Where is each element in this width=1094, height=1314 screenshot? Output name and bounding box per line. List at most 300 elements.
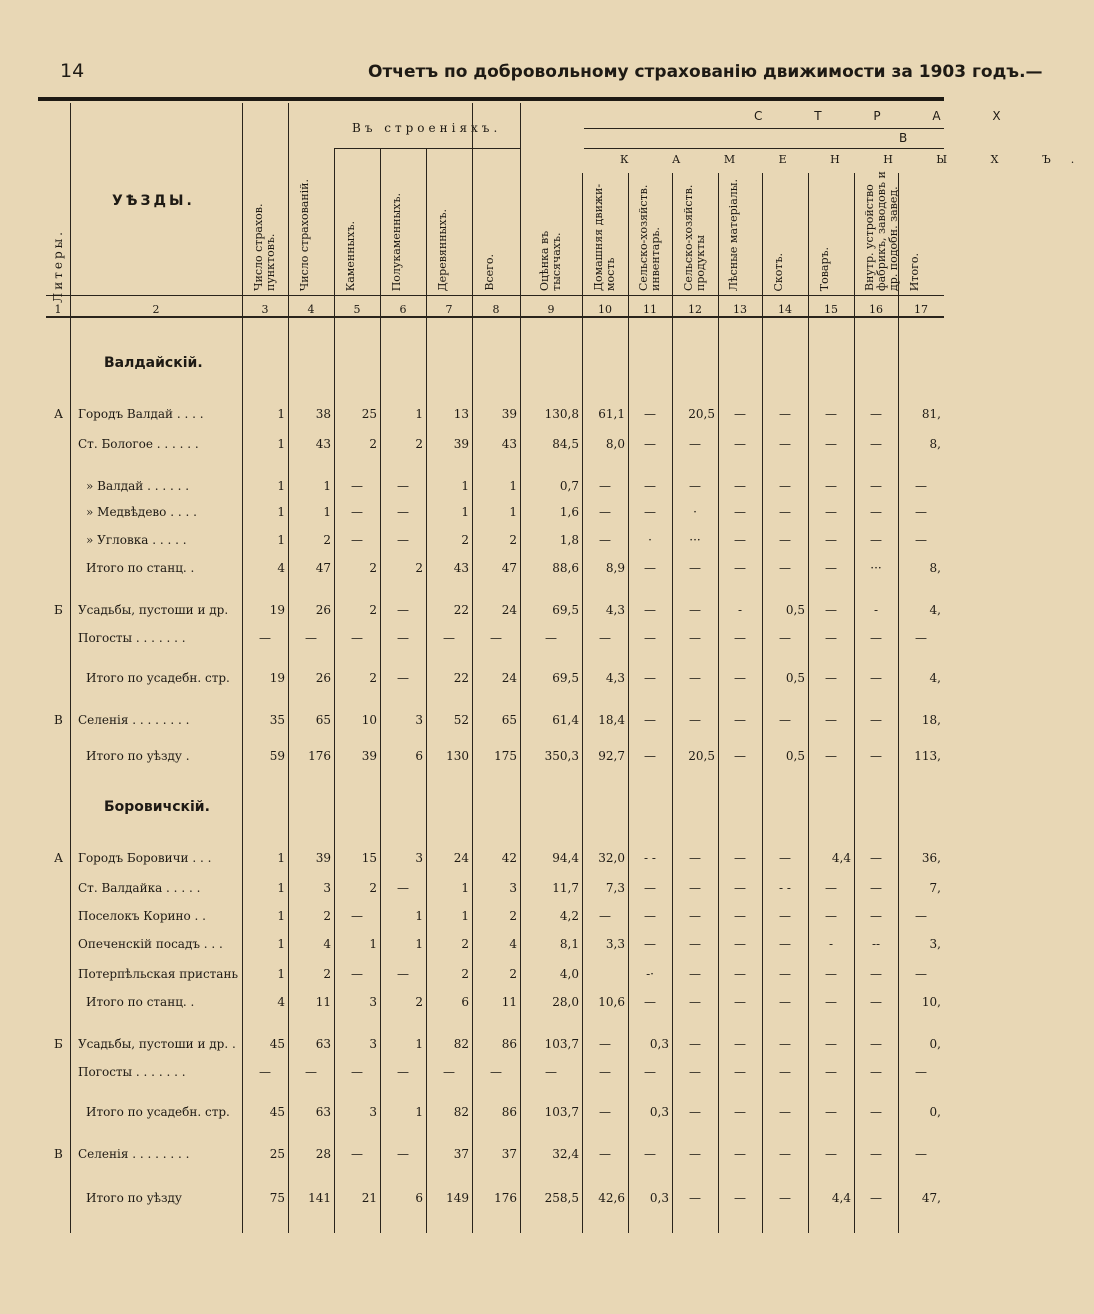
header-col10: Домашняя движи-мость — [592, 183, 617, 291]
row-value: — — [915, 479, 927, 493]
row-value: 2 — [461, 967, 469, 981]
row-value: 63 — [315, 1037, 331, 1051]
row-value: — — [397, 631, 409, 645]
row-value: — — [870, 851, 882, 865]
row-value: 3 — [369, 995, 377, 1009]
row-value: 10,6 — [598, 995, 625, 1009]
row-value: 38 — [315, 407, 331, 421]
row-value: 39 — [453, 437, 469, 451]
row-value: — — [734, 881, 746, 895]
header-col9: Оцѣнка въ тысячахъ. — [538, 230, 563, 291]
column-divider — [242, 103, 243, 1233]
row-value: 28 — [315, 1147, 331, 1161]
row-value: 2 — [369, 881, 377, 895]
row-value: 1 — [415, 909, 423, 923]
row-value: 59 — [269, 749, 285, 763]
row-value: — — [779, 479, 791, 493]
row-literal: А — [54, 851, 64, 865]
row-value: — — [490, 1065, 502, 1079]
header-buildings-group: Въ строеніяхъ. — [352, 121, 502, 135]
row-value: 350,3 — [544, 749, 579, 763]
row-value: 1 — [415, 407, 423, 421]
row-value: — — [599, 533, 611, 547]
table-row — [46, 505, 944, 523]
table-row — [46, 561, 944, 579]
row-value: 1 — [323, 505, 331, 519]
row-value: — — [689, 1191, 701, 1205]
row-value: 1,8 — [559, 533, 579, 547]
row-value: 2 — [369, 603, 377, 617]
row-value: 2 — [415, 995, 423, 1009]
row-value: 4 — [277, 561, 285, 575]
header-col8: Всего. — [483, 254, 496, 291]
row-value: 6 — [415, 1191, 423, 1205]
row-label: Итого по уѣзду . — [86, 749, 190, 763]
row-value: 63 — [315, 1105, 331, 1119]
row-value: — — [779, 561, 791, 575]
row-value: 4,3 — [605, 603, 625, 617]
row-value: — — [870, 407, 882, 421]
row-value: — — [870, 671, 882, 685]
row-value: 1 — [415, 937, 423, 951]
row-value: — — [599, 505, 611, 519]
row-value: — — [734, 749, 746, 763]
row-label: Опеченскій посадъ . . . — [78, 937, 223, 951]
row-value: — — [689, 1105, 701, 1119]
row-value: 1 — [277, 881, 285, 895]
row-value: — — [870, 1037, 882, 1051]
row-value: — — [779, 995, 791, 1009]
table-row — [46, 909, 944, 927]
row-literal: В — [54, 713, 63, 727]
row-value: — — [734, 407, 746, 421]
row-value: — — [599, 1147, 611, 1161]
table-row — [46, 603, 944, 621]
row-value: 1 — [277, 533, 285, 547]
row-value: 0, — [929, 1105, 941, 1119]
column-number: 1 — [54, 303, 62, 316]
row-value: — — [915, 505, 927, 519]
row-value: 113, — [914, 749, 941, 763]
row-value: 2 — [415, 561, 423, 575]
row-value: 2 — [509, 909, 517, 923]
row-value: 92,7 — [598, 749, 625, 763]
row-value: 19 — [269, 603, 285, 617]
row-value: — — [734, 995, 746, 1009]
column-number: 12 — [688, 303, 702, 316]
row-value: 47, — [921, 1191, 941, 1205]
row-value: — — [397, 479, 409, 493]
row-value: 19 — [269, 671, 285, 685]
row-value: — — [644, 631, 656, 645]
table-row — [46, 851, 944, 869]
buildings-group-rule — [334, 148, 520, 149]
row-value: 4 — [323, 937, 331, 951]
column-number: 5 — [353, 303, 361, 316]
row-literal: А — [54, 407, 64, 421]
row-value: 94,4 — [552, 851, 579, 865]
row-value: — — [870, 995, 882, 1009]
row-value: 4, — [929, 603, 941, 617]
row-value: — — [644, 881, 656, 895]
row-value: 1 — [277, 407, 285, 421]
row-value: 24 — [453, 851, 469, 865]
row-value: — — [397, 967, 409, 981]
row-value: — — [397, 1147, 409, 1161]
row-value: — — [689, 1037, 701, 1051]
colnum-bottom-rule — [46, 316, 944, 318]
column-number: 6 — [399, 303, 407, 316]
row-value: 2 — [415, 437, 423, 451]
row-value: — — [644, 937, 656, 951]
row-value: 1 — [277, 909, 285, 923]
row-value: 18,4 — [598, 713, 625, 727]
row-value: 7, — [929, 881, 941, 895]
row-value: 65 — [501, 713, 517, 727]
row-value: ··· — [870, 561, 882, 575]
row-value: 0,5 — [785, 671, 805, 685]
row-value: 0, — [929, 1037, 941, 1051]
row-label: Поселокъ Корино . . — [78, 909, 206, 923]
row-value: — — [644, 561, 656, 575]
row-value: 86 — [501, 1037, 517, 1051]
column-number: 9 — [547, 303, 555, 316]
row-value: 6 — [461, 995, 469, 1009]
row-value: 8,1 — [559, 937, 579, 951]
row-value: 82 — [453, 1105, 469, 1119]
row-value: — — [779, 631, 791, 645]
column-number: 11 — [643, 303, 657, 316]
row-value: — — [870, 533, 882, 547]
row-value: 10, — [921, 995, 941, 1009]
row-value: 3 — [369, 1037, 377, 1051]
row-value: — — [397, 603, 409, 617]
row-value: 4 — [277, 995, 285, 1009]
header-districts: УѢЗДЫ. — [112, 193, 195, 209]
row-value: — — [870, 1147, 882, 1161]
row-value: — — [689, 1065, 701, 1079]
row-value: — — [825, 1147, 837, 1161]
row-value: 39 — [361, 749, 377, 763]
row-value: — — [825, 1065, 837, 1079]
row-value: — — [351, 533, 363, 547]
row-value: 26 — [315, 671, 331, 685]
row-value: — — [351, 967, 363, 981]
row-label: Городъ Боровичи . . . — [78, 851, 212, 865]
row-value: — — [734, 631, 746, 645]
row-value: — — [779, 1147, 791, 1161]
row-value: — — [825, 995, 837, 1009]
row-value: — — [689, 713, 701, 727]
row-value: 25 — [269, 1147, 285, 1161]
row-value: 3 — [323, 881, 331, 895]
row-value: — — [599, 631, 611, 645]
column-number: 16 — [869, 303, 883, 316]
row-value: 4,4 — [831, 851, 851, 865]
row-value: 43 — [453, 561, 469, 575]
row-value: -· — [646, 967, 654, 981]
row-value: 175 — [494, 749, 517, 763]
row-value: 88,6 — [552, 561, 579, 575]
row-value: — — [734, 1191, 746, 1205]
header-strah-group: С Т Р А Х — [754, 109, 1025, 123]
row-value: 1 — [277, 505, 285, 519]
row-value: — — [599, 1065, 611, 1079]
row-label: Селенія . . . . . . . . — [78, 713, 190, 727]
row-value: — — [305, 1065, 317, 1079]
header-col5: Каменныхъ. — [344, 220, 357, 291]
row-value: — — [689, 1147, 701, 1161]
row-value: — — [870, 505, 882, 519]
row-value: — — [734, 533, 746, 547]
row-value: 20,5 — [688, 749, 715, 763]
row-value: 1 — [509, 479, 517, 493]
row-literal: В — [54, 1147, 63, 1161]
table-row — [46, 631, 944, 649]
row-value: — — [689, 561, 701, 575]
table-row — [46, 1037, 944, 1055]
row-label: Усадьбы, пустоши и др. — [78, 603, 229, 617]
header-col16: Внутр. устройство фабрикъ, заводовъ и др. подобн. завед. — [863, 171, 900, 291]
row-label: » Медвѣдево . . . . — [86, 505, 197, 519]
row-value: — — [351, 1147, 363, 1161]
row-value: — — [644, 671, 656, 685]
row-value: — — [644, 479, 656, 493]
row-value: 8,0 — [605, 437, 625, 451]
row-value: 25 — [361, 407, 377, 421]
header-col15: Товаръ. — [818, 246, 831, 291]
row-label: Итого по усадебн. стр. — [86, 1105, 230, 1119]
row-value: — — [599, 1105, 611, 1119]
row-value: — — [734, 851, 746, 865]
row-value: — — [779, 1037, 791, 1051]
row-value: 2 — [461, 937, 469, 951]
row-value: — — [779, 533, 791, 547]
row-value: 1 — [461, 479, 469, 493]
row-value: — — [599, 909, 611, 923]
row-value: — — [397, 1065, 409, 1079]
row-value: 4, — [929, 671, 941, 685]
header-col7: Деревянныхъ. — [436, 208, 449, 291]
row-value: 0,3 — [649, 1191, 669, 1205]
row-value: 8,9 — [605, 561, 625, 575]
table-row — [46, 1065, 944, 1083]
row-value: — — [825, 505, 837, 519]
row-value: — — [490, 631, 502, 645]
row-value: — — [825, 1105, 837, 1119]
row-value: — — [734, 561, 746, 575]
row-value: — — [779, 967, 791, 981]
row-value: — — [825, 603, 837, 617]
row-value: 43 — [501, 437, 517, 451]
row-value: — — [915, 533, 927, 547]
row-value: 81, — [921, 407, 941, 421]
row-value: — — [599, 479, 611, 493]
row-value: 258,5 — [544, 1191, 579, 1205]
column-number: 7 — [445, 303, 453, 316]
row-value: 10 — [361, 713, 377, 727]
row-label: Итого по станц. . — [86, 995, 195, 1009]
row-value: 11,7 — [552, 881, 579, 895]
row-value: — — [734, 937, 746, 951]
row-value: 84,5 — [552, 437, 579, 451]
row-value: — — [915, 1147, 927, 1161]
row-value: 8, — [929, 437, 941, 451]
table-row — [46, 407, 944, 425]
row-value: — — [779, 437, 791, 451]
row-value: — — [870, 1065, 882, 1079]
row-value: — — [870, 967, 882, 981]
row-value: 86 — [501, 1105, 517, 1119]
row-value: — — [443, 1065, 455, 1079]
row-value: 3, — [929, 937, 941, 951]
row-value: 2 — [323, 967, 331, 981]
row-value: — — [689, 967, 701, 981]
row-value: — — [305, 631, 317, 645]
column-divider — [288, 103, 289, 1233]
row-value: — — [779, 909, 791, 923]
row-value: — — [734, 1147, 746, 1161]
row-value: — — [734, 967, 746, 981]
table-row — [46, 437, 944, 455]
column-number: 3 — [261, 303, 269, 316]
row-value: 82 — [453, 1037, 469, 1051]
row-value: — — [870, 909, 882, 923]
table-row — [46, 533, 944, 551]
row-value: 6 — [415, 749, 423, 763]
column-number: 8 — [492, 303, 500, 316]
row-value: 4,0 — [559, 967, 579, 981]
row-value: 24 — [501, 603, 517, 617]
row-value: 21 — [361, 1191, 377, 1205]
row-value: — — [825, 533, 837, 547]
row-value: — — [644, 1065, 656, 1079]
row-value: — — [870, 713, 882, 727]
row-value: 130,8 — [544, 407, 579, 421]
row-value: 130 — [446, 749, 469, 763]
row-label: Селенія . . . . . . . . — [78, 1147, 190, 1161]
row-value: — — [915, 967, 927, 981]
row-value: 2 — [509, 967, 517, 981]
row-value: — — [599, 1037, 611, 1051]
row-value: — — [779, 937, 791, 951]
row-value: — — [734, 1105, 746, 1119]
row-value: · — [693, 505, 697, 519]
row-value: — — [734, 505, 746, 519]
header-col14: Скотъ. — [772, 252, 785, 291]
table-row — [46, 1191, 944, 1209]
table-row — [46, 937, 944, 955]
row-value: — — [734, 713, 746, 727]
row-value: 1 — [415, 1037, 423, 1051]
row-value: 69,5 — [552, 603, 579, 617]
row-value: — — [779, 1105, 791, 1119]
row-value: 0,5 — [785, 603, 805, 617]
row-value: — — [825, 437, 837, 451]
column-divider — [520, 103, 521, 1233]
section-title: Валдайскій. — [104, 355, 203, 371]
row-value: — — [779, 407, 791, 421]
row-value: 4,3 — [605, 671, 625, 685]
section-title: Боровичскій. — [104, 799, 210, 815]
row-value: — — [689, 603, 701, 617]
row-value: 45 — [269, 1105, 285, 1119]
row-value: — — [870, 1105, 882, 1119]
row-value: 69,5 — [552, 671, 579, 685]
row-value: — — [825, 713, 837, 727]
row-value: 43 — [315, 437, 331, 451]
row-value: — — [397, 533, 409, 547]
row-label: Городъ Валдай . . . . — [78, 407, 204, 421]
row-value: 28,0 — [552, 995, 579, 1009]
row-value: 1 — [277, 479, 285, 493]
row-value: — — [644, 909, 656, 923]
row-value: — — [870, 1191, 882, 1205]
row-value: — — [825, 749, 837, 763]
row-value: 103,7 — [544, 1105, 579, 1119]
row-value: 0,5 — [785, 749, 805, 763]
header-col6: Полукаменныхъ. — [390, 192, 403, 291]
row-value: 39 — [501, 407, 517, 421]
row-value: 1 — [461, 909, 469, 923]
row-label: Итого по усадебн. стр. — [86, 671, 230, 685]
row-label: Потерпѣльская пристань — [78, 967, 238, 981]
row-value: — — [915, 909, 927, 923]
row-value: 0,3 — [649, 1105, 669, 1119]
row-value: — — [825, 671, 837, 685]
column-number: 4 — [307, 303, 315, 316]
row-value: 0,7 — [559, 479, 579, 493]
table-row — [46, 749, 944, 767]
row-value: 149 — [446, 1191, 469, 1205]
column-number: 17 — [914, 303, 928, 316]
row-value: · — [648, 533, 652, 547]
row-value: — — [779, 1065, 791, 1079]
table-row — [46, 995, 944, 1013]
v-group-rule — [584, 148, 944, 149]
header-col17: Итого. — [908, 252, 921, 291]
row-value: 8, — [929, 561, 941, 575]
row-value: — — [870, 479, 882, 493]
row-value: — — [351, 631, 363, 645]
row-value: 3 — [415, 713, 423, 727]
row-value: ··· — [689, 533, 701, 547]
row-value: 1 — [277, 937, 285, 951]
row-label: » Валдай . . . . . . — [86, 479, 190, 493]
row-value: - - — [779, 881, 791, 895]
row-value: — — [689, 631, 701, 645]
row-value: — — [644, 603, 656, 617]
row-value: — — [870, 631, 882, 645]
top-rule — [38, 97, 944, 101]
row-value: — — [825, 407, 837, 421]
row-value: — — [825, 1037, 837, 1051]
row-value: 1 — [277, 851, 285, 865]
table-row — [46, 671, 944, 689]
row-label: » Угловка . . . . . — [86, 533, 187, 547]
row-value: 4 — [509, 937, 517, 951]
row-value: 11 — [315, 995, 331, 1009]
row-value: — — [779, 1191, 791, 1205]
row-label: Ст. Валдайка . . . . . — [78, 881, 201, 895]
row-value: 1 — [369, 937, 377, 951]
row-value: — — [825, 479, 837, 493]
row-literal: Б — [54, 1037, 63, 1051]
row-value: — — [397, 881, 409, 895]
table-row — [46, 967, 944, 985]
row-value: — — [644, 1147, 656, 1161]
row-value: 2 — [369, 561, 377, 575]
